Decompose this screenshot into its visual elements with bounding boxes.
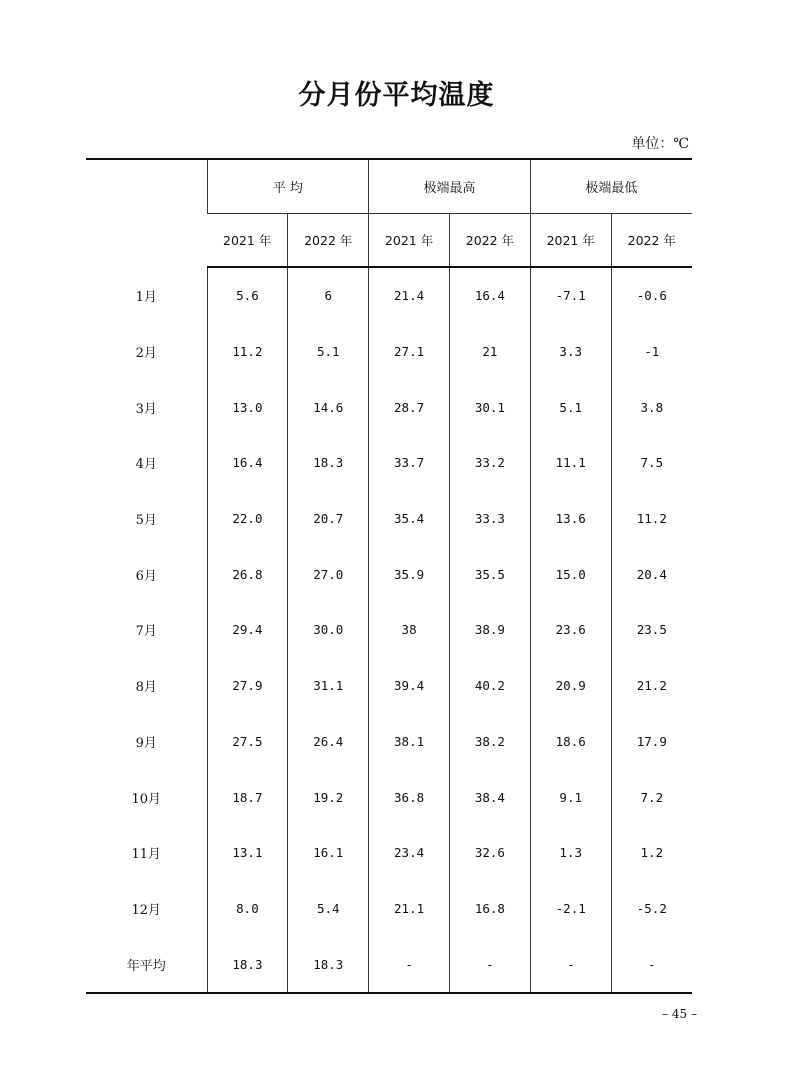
table-cell: 18.3 — [207, 936, 288, 993]
table-cell: 27.1 — [369, 324, 450, 380]
table-cell: 8.0 — [207, 881, 288, 937]
row-label: 12月 — [131, 902, 162, 918]
table-cell: 38.4 — [449, 769, 530, 825]
table-cell: 23.4 — [369, 825, 450, 881]
table-row — [86, 602, 692, 658]
row-label: 11月 — [131, 847, 162, 863]
row-label: 8月 — [135, 680, 157, 696]
table-cell: 13.0 — [207, 379, 288, 435]
table-cell: 21.4 — [369, 267, 450, 324]
table-cell: 16.4 — [207, 435, 288, 491]
table-cell: 18.3 — [288, 435, 369, 491]
table-cell: -0.6 — [611, 267, 692, 324]
table-cell: - — [530, 936, 611, 993]
table-cell: 17.9 — [611, 714, 692, 770]
table-cell: 38.2 — [449, 714, 530, 770]
row-label: 6月 — [135, 568, 157, 584]
table-cell: 20.7 — [288, 491, 369, 547]
row-label: 2月 — [135, 346, 157, 362]
table-cell: 11.1 — [530, 435, 611, 491]
table-cell: 33.3 — [449, 491, 530, 547]
table-cell: 7.2 — [611, 769, 692, 825]
table-cell: 26.4 — [288, 714, 369, 770]
group-header-average: 平 均 — [207, 159, 369, 214]
table-cell: 14.6 — [288, 379, 369, 435]
year-header: 2022 年 — [288, 214, 369, 268]
table-cell: 13.1 — [207, 825, 288, 881]
table-cell: 1.2 — [611, 825, 692, 881]
table-cell: 5.4 — [288, 881, 369, 937]
table-cell: 15.0 — [530, 546, 611, 602]
table-cell: - — [449, 936, 530, 993]
table-cell: 28.7 — [369, 379, 450, 435]
year-header: 2022 年 — [449, 214, 530, 268]
table-cell: 32.6 — [449, 825, 530, 881]
table-row — [86, 491, 692, 547]
table-cell: 30.1 — [449, 379, 530, 435]
table-cell: 16.8 — [449, 881, 530, 937]
table-cell: 3.3 — [530, 324, 611, 380]
group-header-extreme-low: 极端最低 — [530, 159, 692, 214]
table-cell: 16.4 — [449, 267, 530, 324]
table-cell: -1 — [611, 324, 692, 380]
row-label: 3月 — [135, 401, 157, 417]
table-cell: 38.1 — [369, 714, 450, 770]
page-number: – 45 – — [662, 1007, 697, 1021]
table-row — [86, 324, 692, 380]
row-label: 1月 — [135, 289, 157, 305]
table-cell: 40.2 — [449, 658, 530, 714]
row-label: 7月 — [135, 624, 157, 640]
table-cell: 21.2 — [611, 658, 692, 714]
table-cell: 26.8 — [207, 546, 288, 602]
table-cell: 39.4 — [369, 658, 450, 714]
table-cell: 38.9 — [449, 602, 530, 658]
table-cell: 27.0 — [288, 546, 369, 602]
table-body — [86, 267, 692, 993]
table-cell: 27.9 — [207, 658, 288, 714]
table-row — [86, 881, 692, 937]
table-cell: 23.5 — [611, 602, 692, 658]
table-cell: 11.2 — [207, 324, 288, 380]
table-cell: 11.2 — [611, 491, 692, 547]
table-cell: 29.4 — [207, 602, 288, 658]
table-cell: 35.5 — [449, 546, 530, 602]
table-cell: 27.5 — [207, 714, 288, 770]
table-cell: -2.1 — [530, 881, 611, 937]
header-corner-cell — [86, 159, 207, 267]
table-cell: 18.6 — [530, 714, 611, 770]
table-row — [86, 769, 692, 825]
table-cell: 31.1 — [288, 658, 369, 714]
table-row — [86, 825, 692, 881]
table-row — [86, 435, 692, 491]
table-cell: -5.2 — [611, 881, 692, 937]
table-cell: 21.1 — [369, 881, 450, 937]
row-label: 5月 — [135, 513, 157, 529]
table-cell: 16.1 — [288, 825, 369, 881]
table-cell: 20.4 — [611, 546, 692, 602]
table-cell: 5.1 — [530, 379, 611, 435]
table-cell: 33.7 — [369, 435, 450, 491]
table-cell: 33.2 — [449, 435, 530, 491]
table-cell: -7.1 — [530, 267, 611, 324]
table-cell: 3.8 — [611, 379, 692, 435]
table-cell: 23.6 — [530, 602, 611, 658]
row-label: 年平均 — [86, 936, 207, 993]
table-cell: 35.9 — [369, 546, 450, 602]
table-cell: 30.0 — [288, 602, 369, 658]
year-header: 2021 年 — [530, 214, 611, 268]
group-header-row — [86, 159, 692, 214]
table-cell: 18.7 — [207, 769, 288, 825]
table-cell: 13.6 — [530, 491, 611, 547]
temperature-table — [86, 158, 692, 994]
page-title: 分月份平均温度 — [298, 80, 495, 111]
row-label: 4月 — [135, 457, 157, 473]
table-cell: 20.9 — [530, 658, 611, 714]
table-row — [86, 658, 692, 714]
year-header: 2022 年 — [611, 214, 692, 268]
group-header-extreme-high: 极端最高 — [369, 159, 531, 214]
table-cell: 18.3 — [288, 936, 369, 993]
table-cell: 38 — [369, 602, 450, 658]
table-cell: - — [611, 936, 692, 993]
table-cell: 7.5 — [611, 435, 692, 491]
table-cell: 21 — [449, 324, 530, 380]
unit-label: 单位：℃ — [631, 136, 689, 152]
row-label: 9月 — [135, 735, 157, 751]
table-cell: 6 — [288, 267, 369, 324]
table-cell: 22.0 — [207, 491, 288, 547]
row-label: 10月 — [131, 791, 162, 807]
table-cell: 5.6 — [207, 267, 288, 324]
table-cell: 5.1 — [288, 324, 369, 380]
table-row — [86, 546, 692, 602]
table-row — [86, 379, 692, 435]
table-cell: - — [369, 936, 450, 993]
table-cell: 1.3 — [530, 825, 611, 881]
table-row — [86, 936, 692, 993]
table-cell: 19.2 — [288, 769, 369, 825]
table-cell: 35.4 — [369, 491, 450, 547]
table-cell: 36.8 — [369, 769, 450, 825]
table-row — [86, 714, 692, 770]
year-header: 2021 年 — [207, 214, 288, 268]
year-header: 2021 年 — [369, 214, 450, 268]
table-row — [86, 267, 692, 324]
table-cell: 9.1 — [530, 769, 611, 825]
